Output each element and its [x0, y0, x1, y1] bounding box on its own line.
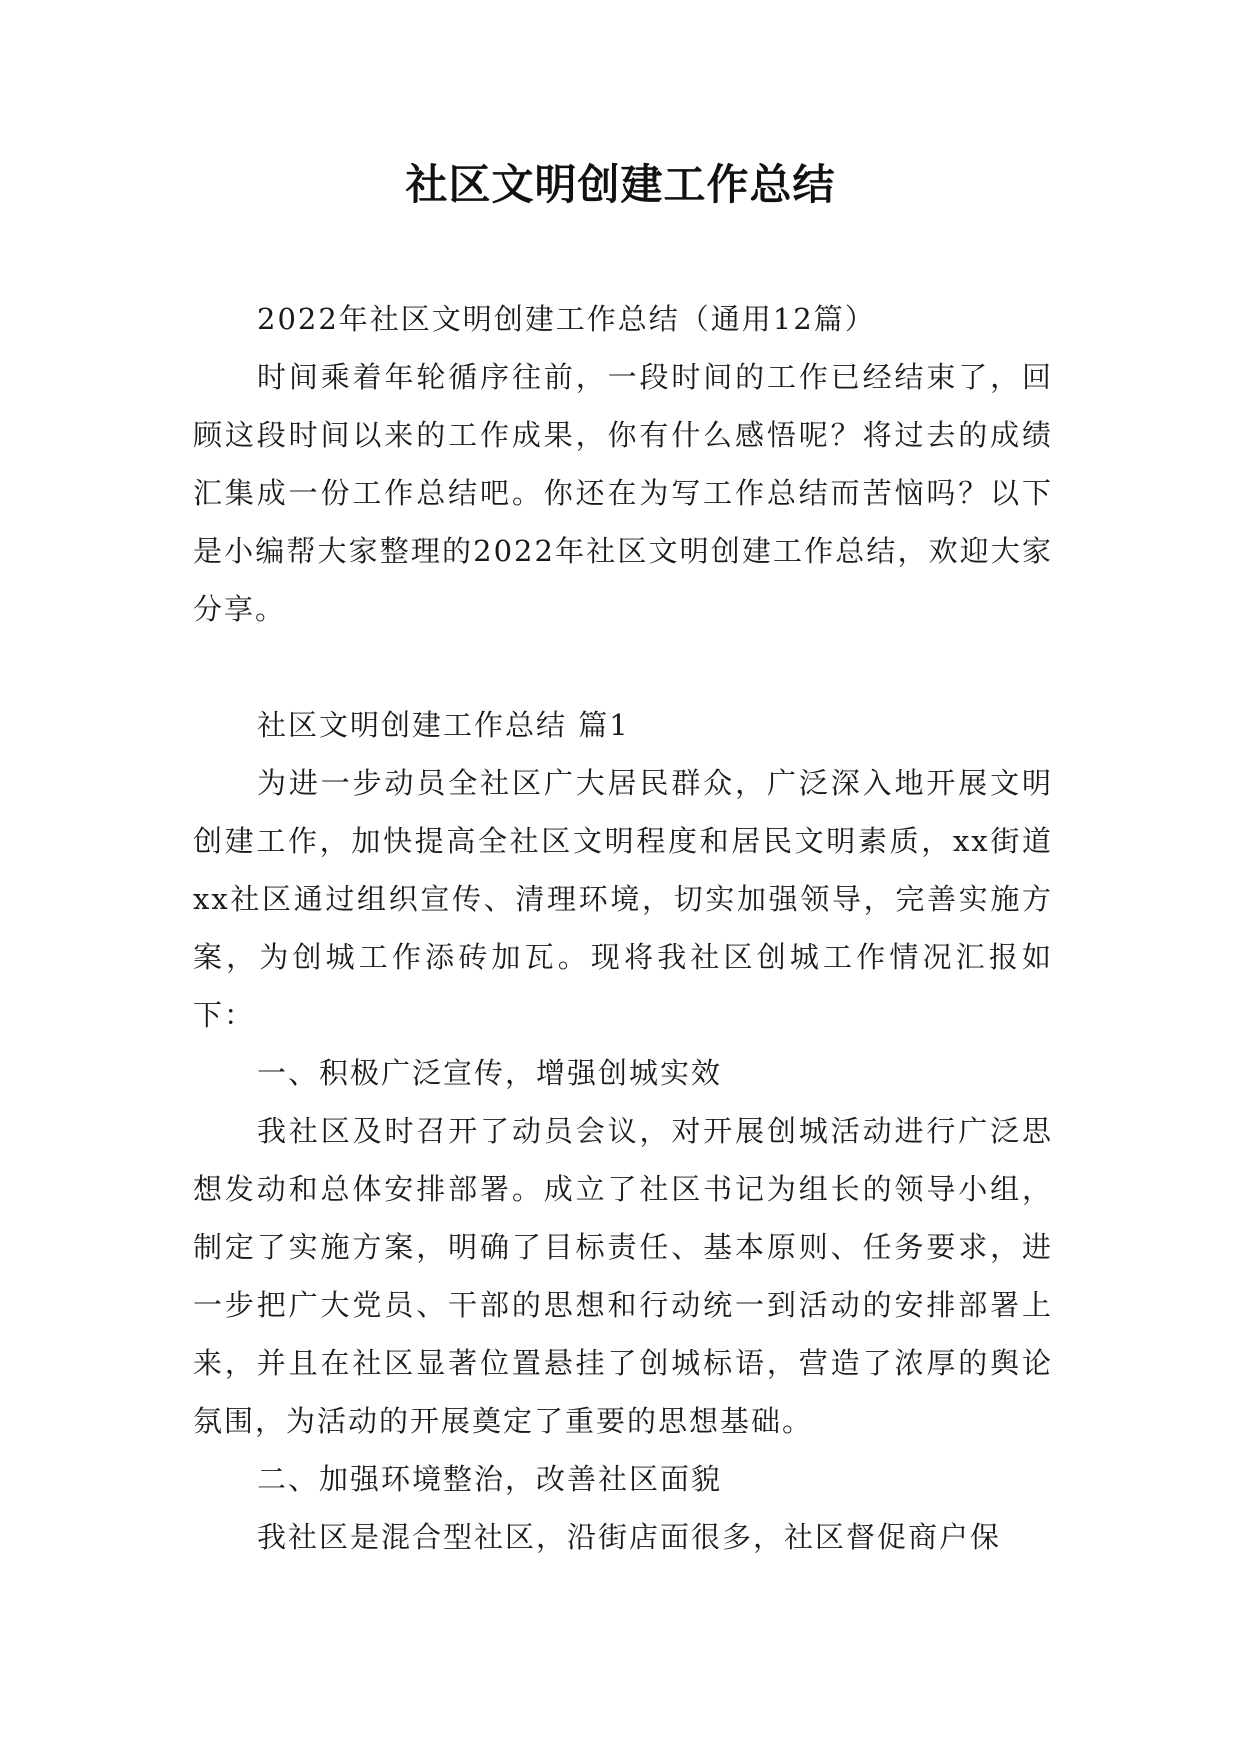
body-paragraph: 为进一步动员全社区广大居民群众，广泛深入地开展文明创建工作，加快提高全社区文明程度和居民文明素质，xx街道xx社区通过组织宣传、清理环境，切实加强领导，完善实施方案，为创城工作添砖加瓦。现将我社区创城工作情况汇报如下：	[193, 766, 1053, 1032]
page-title: 社区文明创建工作总结	[405, 160, 836, 209]
subsection-heading: 二、加强环境整治，改善社区面貌	[257, 1462, 723, 1496]
body-paragraph: 我社区及时召开了动员会议，对开展创城活动进行广泛思想发动和总体安排部署。成立了社区书记为组长的领导小组，制定了实施方案，明确了目标责任、基本原则、任务要求，进一步把广大党员、干部的思想和行动统一到活动的安排部署上来，并且在社区显著位置悬挂了创城标语，营造了浓厚的舆论氛围，为活动的开展奠定了重要的思想基础。	[193, 1114, 1053, 1438]
intro-heading: 2022年社区文明创建工作总结（通用12篇）	[257, 302, 876, 336]
body-paragraph: 我社区是混合型社区，沿街店面很多，社区督促商户保	[257, 1520, 1002, 1554]
document-body	[193, 290, 1053, 1566]
section-heading: 社区文明创建工作总结 篇1	[257, 708, 630, 742]
intro-paragraph: 时间乘着年轮循序往前，一段时间的工作已经结束了，回顾这段时间以来的工作成果，你有什么感悟呢？将过去的成绩汇集成一份工作总结吧。你还在为写工作总结而苦恼吗？以下是小编帮大家整理的2022年社区文明创建工作总结，欢迎大家分享。	[193, 360, 1053, 626]
subsection-heading: 一、积极广泛宣传，增强创城实效	[257, 1056, 723, 1090]
